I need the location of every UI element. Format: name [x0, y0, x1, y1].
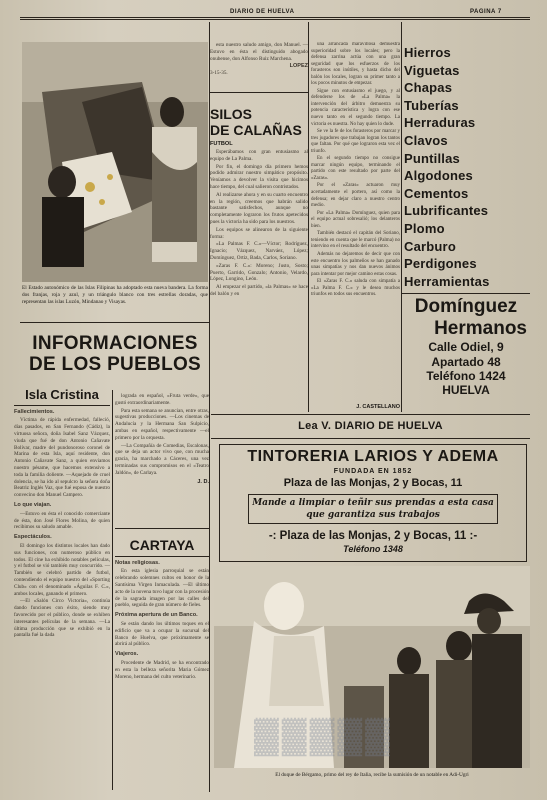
duke-photo-caption: El duque de Bérgamo, primo del rey de Italia, recibe la sumisión de un notable en Adi-Ugri: [275, 772, 469, 778]
ad-item: Cementos: [404, 185, 469, 201]
ad-item: Clavos: [404, 132, 448, 148]
silos-para: Los equipos se alinearon de la siguiente forma:: [210, 226, 308, 240]
continued-para: —La Compañía de Comedias, Escalonas, que se deja un actor vivo que, con mucha gracia, ha marchado a Cáceres, una vez terminadas sus compromisos en el «Teatro Jaldón», de Carlaya.: [115, 442, 209, 476]
silos-para: Esperábamos con gran entusiasmo al equipo de La Palma.: [210, 149, 308, 162]
section-text: —Estuvo en ésta el conocido comerciante de ésta, don José Flores Molina, de quien recibimos su saludo amable.: [14, 510, 110, 531]
silos-title-line1: SILOS: [210, 106, 253, 122]
col2-top-para: esta nuestro saludo amigo, don Manuel. —Estuvo en ésta el distinguido abogado onubense, don Alfonso Ruiz Marchena.: [210, 42, 308, 62]
rule-above-silos: [210, 92, 308, 93]
tintoreria-title: TINTORERIA LARIOS Y ADEMA: [247, 448, 499, 465]
silos-title-line2: DE CALAÑAS: [210, 122, 302, 138]
page-number: PAGINA 7: [470, 9, 502, 15]
header-rule-top: [20, 17, 530, 18]
ad-item: Plomo: [404, 220, 445, 236]
rule-above-cartaya: [115, 528, 209, 529]
slogan-line1: Mande a limpiar o teñir sus prendas a esta casa: [252, 498, 494, 508]
isla-cristina-continued: [115, 393, 209, 485]
cartaya-body: [115, 560, 209, 681]
section-text: Víctima de rápida enfermedad, falleció, días pasados, en San Fernando (Cádiz), la virtuosa señora, doña Isabel Sanz Vázquez, viuda que fué de don Antonio Cañavate Bolívar, madre del pundonoroso coronel de Marina de esta Isla, aquí residente, don Antonio Cañavate Sanz, a quien enviamos nuestro pésame, que hacemos extensivo a toda la familia doliente. —Aquejado de cruel dolencia, se ha ido al sepulcro la señora doña Beatriz Inglés Vaz, que fué esposa de nuestro convecino don Manuel Campero.: [14, 417, 110, 499]
section-heading: Notas religiosas.: [115, 559, 160, 566]
silos-para: Por fin, el domingo día primero hemos podido admirar nuestro simpático propósito. Veníamos a devolver la visita que hicimos hace tiempo, del cual salieron contristados.: [210, 163, 308, 190]
silos-article: [210, 106, 308, 299]
col3-para: El «Zaras F. C.» saluda con simpatía a «La Palma F. C.» y le desea muchos triunfos en todos sus encuentros.: [311, 279, 400, 298]
informaciones-title-line2: DE LOS PUEBLOS: [28, 354, 202, 375]
col2-date: 3-15-35.: [210, 70, 228, 77]
col3-body: [311, 42, 400, 299]
section-text: El domingo los distintos locales han dado sus funciones, con numeroso público en todos. El cine ha exhibido notables películas, y el futbol se vió también muy concurrido. —También se celebró partido de futbol, contendiendo el equipo nuestro del «Sporting Club» con el denominado «Águilas F. C.», ambos locales, ganando el primero.: [14, 542, 110, 597]
ad-item: Viguetas: [404, 62, 460, 78]
silos-para: «Zaras F. C.»: Moreno; Justo, Sosto; Puerto, Garrido, Gonzalo; Antonio, Velardo, López, Longino, León.: [210, 262, 308, 283]
flag-photo-caption: El Estado autonómico de las Islas Filipinas ha adoptado esta nueva bandera. La forma dos franjas, roja y azul, y un triángulo blanco con tres estrellas doradas, que representan las islas Luzón, Mindanao y Visayas.: [22, 285, 208, 305]
company-phone: Teléfono 1424: [426, 369, 506, 383]
ad-item: Hierros: [404, 45, 451, 60]
slogan-box: [248, 494, 498, 524]
col3-para: En el segundo tiempo no consigue marcar ningún equipo, terminando el partido con este resultado por parte del «Zaras».: [311, 156, 400, 181]
section-text: En esta iglesia parroquial se están celebrando solemnes cultos en honor de la Santísima Virgen Inmaculada. —El último acto de la novena tuvo lugar con la procesión de la sagrada imagen por las calles del pueblo, seguida de gran número de fieles.: [115, 568, 209, 609]
silos-section: FUTBOL: [210, 141, 233, 147]
philippines-flag-photo: [22, 42, 208, 282]
lea-rule-bottom: [211, 438, 530, 439]
col3-para: También destacó el capitán del Soriano, teniendo en cuenta que le marcó (Palma) no intervino en el resultado del encuentro.: [311, 231, 400, 250]
column-rule: [308, 22, 309, 412]
section-heading: Fallecimientos.: [14, 408, 55, 415]
company-address: Calle Odiel, 9: [428, 340, 504, 354]
continued-para: lograda en español, «Fruta verde», que gustó extraordinariamente.: [115, 393, 209, 406]
isla-cristina-article: [14, 387, 110, 640]
isla-cristina-rule: [14, 405, 110, 406]
isla-cristina-title: Isla Cristina: [25, 387, 99, 402]
section-heading: Viajeros.: [115, 651, 139, 658]
section-heading: Lo que viajan.: [14, 501, 52, 508]
ad-item: Perdigones: [404, 256, 477, 272]
col3-para: Sigue con entusiasmo el juego, y al defenderse los de «La Palma» la intervención del árbitro demuestra su potencia característica y logra con ese nuevo tanto en el segundo tiempo. La victoria es nuestra. No hay quien lo dude.: [311, 88, 400, 127]
isla-cristina-body: [14, 409, 110, 640]
col3-para: Por el «Zaras» actuaron muy acertadamente el portero, así como la defensa; en dejar claro a nuestro centro medio.: [311, 183, 400, 209]
ad-item: Tuberías: [404, 97, 459, 113]
ad-item: Algodones: [404, 168, 473, 184]
dominguez-ad-footer: [403, 296, 529, 397]
ad-item: Carburo: [404, 238, 456, 254]
ad-rule: [402, 293, 530, 294]
section-text: —El «Salón Circo Victoria», continúa dando funciones con éxito, siendo muy favorecido por el público, donde se exhiben interesantes películas de la semana. —La última producción que se exhibió en la pantalla fué la dada: [14, 598, 110, 639]
col3-para: Además no dejaremos de decir que con este encuentro los palmeños se han ganado unas simpatías y nos dan nuevos ánimos para intentar por mejor camino estas cosas.: [311, 251, 400, 277]
dominguez-ad-list: [404, 44, 529, 290]
slogan-line2: que garantiza sus trabajos: [306, 510, 440, 520]
section-heading: Próxima apertura de un Banco.: [115, 612, 198, 619]
tintoreria-phone: Teléfono 1348: [343, 544, 403, 554]
cartaya-article: [115, 536, 209, 681]
ad-item: Herramientas: [404, 273, 490, 289]
informaciones-heading: [22, 333, 208, 375]
ad-item: Herraduras: [404, 115, 476, 131]
company-city: HUELVA: [442, 383, 490, 397]
lea-rule-top: [211, 414, 530, 415]
section-text: Se están dando los últimos toques en el edificio que va a ocupar la sucursal del Banco de Huelva, que próximamente se abrirá al público.: [115, 620, 209, 648]
ad-item: Puntillas: [404, 150, 460, 166]
company-line2: Hermanos: [434, 318, 527, 339]
col3-top-article: [311, 42, 400, 300]
column-rule: [209, 22, 210, 792]
lea-diario-banner: Lea V. DIARIO DE HUELVA: [298, 420, 443, 432]
cartaya-rule: [115, 556, 209, 557]
section-text: Procedente de Madrid, se ha encontrado en esta la belleza señorita Maria Gómez Moreno, hermana del culto veterinario.: [115, 659, 209, 680]
continued-para: Para esta semana se anuncian, entre otras, sugestivas producciones. —Los cinemas de Andalucía y la Hermana San Sulpicio, ambas en español, respectivamente —el primero por la orquesta.: [115, 407, 209, 441]
column-rule: [401, 22, 402, 412]
header-title: DIARIO DE HUELVA: [230, 9, 295, 15]
col3-para: una arrancada maravillosa demuestra superioridad sobre los locales; pero la defensa zarrina actúa con una gran seguridad que los esfuerzos de los forasteros son inútiles, y hasta dicho del balón los locales, logran su primer tanto a los pocos minutos de empezar.: [311, 42, 400, 87]
cartaya-title: CARTAYA: [129, 537, 195, 553]
tintoreria-founded: FUNDADA EN 1852: [333, 468, 413, 475]
continued-signature: J. D.: [197, 478, 209, 485]
section-heading: Espectáculos.: [14, 534, 52, 541]
informaciones-title-line1: INFORMACIONES: [32, 333, 198, 354]
tintoreria-address2: -: Plaza de las Monjas, 2 y Bocas, 11 :-: [268, 530, 478, 542]
header-rule-bottom: [20, 19, 530, 20]
company-line1: Domínguez: [414, 296, 518, 317]
tintoreria-address: Plaza de las Monjas, 2 y Bocas, 11: [283, 477, 463, 489]
col3-para: Por «La Palma» Domínguez, quien para el equipo actual sobresalió; los delanteros bien.: [311, 210, 400, 229]
duke-bergamo-photo: [214, 566, 530, 768]
tintoreria-ad: [219, 444, 527, 562]
col2-top-text: [210, 42, 308, 77]
col3-signature: J. CASTELLANO: [356, 404, 400, 410]
ad-item: Chapas: [404, 80, 453, 96]
column-rule: [112, 390, 113, 790]
col3-para: Se ve la fe de los forasteros por marcar y tres jugadores que trabajan logran los tantos que faltan. Por qué que lograron esta vez el triunfo.: [311, 129, 400, 154]
rule-above-informaciones: [20, 322, 210, 323]
continued-body: [115, 393, 209, 477]
watermark-glyphs: ▓▓▓▓▓: [254, 716, 393, 754]
silos-para: Al empezar el partido, «la Palmas» se hace del balón y en: [210, 284, 308, 297]
silos-para: Al realizarse ahora y en su cuarto encuentro en la región, creemos que habrán salido bastante satisfechos, aunque no completamente lograron los frutos apetecidos pues la victoria ha sido para los nuestros.: [210, 191, 308, 225]
company-apartado: Apartado 48: [431, 355, 501, 369]
col2-signature: LOPEZ: [289, 63, 308, 70]
flag-photo-illustration: [22, 42, 208, 282]
silos-body: [210, 149, 308, 298]
silos-para: «La Palmas F. C.»—Víctor; Rodríguez, Ignacio; Vázquez, Narváez, López; Domínguez, Ortiz, Bada, Carlos, Soriano.: [210, 241, 308, 261]
ad-item: Lubrificantes: [404, 203, 489, 219]
